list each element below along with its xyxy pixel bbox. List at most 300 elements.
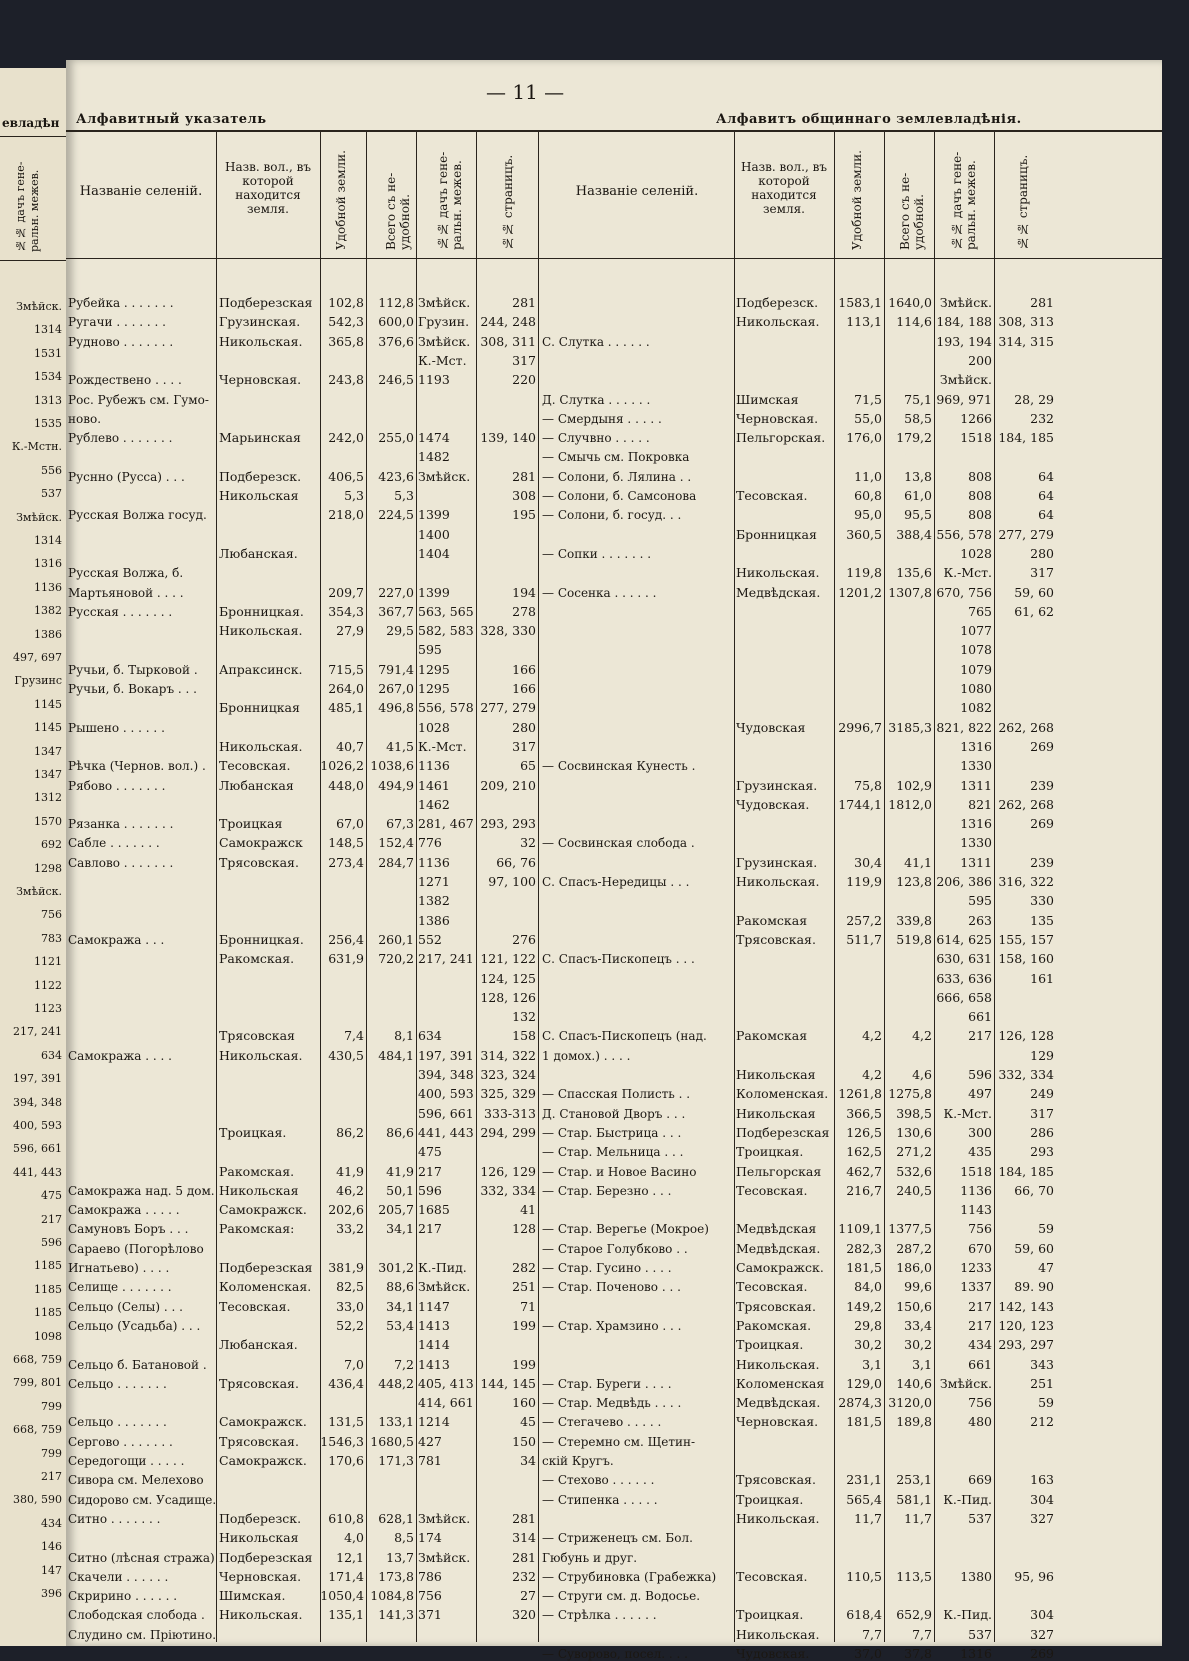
left-cell: 8,1 — [394, 1028, 414, 1044]
left-cell: 13,7 — [386, 1549, 414, 1565]
left-cell: 112,8 — [378, 295, 414, 310]
left-cell: Савлово . . . . . . . — [68, 855, 174, 870]
left-cell: 148,5 — [328, 835, 364, 851]
right-cell: 120, 123 — [998, 1317, 1054, 1333]
left-cell: 786 — [418, 1568, 442, 1584]
colhead-vsego-right: Всего съ не-удобной. — [898, 172, 926, 250]
left-cell: 448,2 — [378, 1375, 414, 1391]
right-cell: 661 — [968, 1356, 992, 1372]
right-cell: 1518 — [960, 430, 992, 446]
right-cell: 206, 386 — [936, 874, 992, 889]
right-cell: 652,9 — [896, 1607, 932, 1623]
right-cell: 4,6 — [912, 1067, 932, 1082]
right-cell: 480 — [968, 1414, 992, 1430]
right-cell: 239 — [1030, 854, 1054, 870]
right-cell: 434 — [968, 1337, 992, 1353]
colhead-dach: №№ дачъ гене-ральн. межев. — [436, 151, 464, 250]
left-cell: 1482 — [418, 449, 450, 465]
right-cell: 537 — [968, 1626, 992, 1642]
left-cell: 7,2 — [394, 1356, 414, 1372]
left-cell: 281 — [512, 468, 536, 484]
right-cell: — Стипенка . . . . . — [542, 1492, 658, 1507]
left-cell: 496,8 — [378, 700, 414, 716]
right-cell: Д. Становой Дворъ . . . — [542, 1106, 686, 1121]
right-cell: Никольская. — [736, 565, 820, 581]
right-cell: 1583,1 — [838, 295, 882, 310]
right-cell: 293, 297 — [998, 1337, 1054, 1353]
right-cell: 189,8 — [896, 1414, 932, 1430]
right-cell: Трясовская. — [736, 1472, 816, 1488]
right-cell: Подберезск. — [736, 295, 819, 310]
right-cell: 435 — [968, 1144, 992, 1160]
left-cell: 596, 661 — [418, 1105, 474, 1121]
right-cell: 1082 — [960, 700, 992, 716]
left-cell: 301,2 — [378, 1260, 414, 1275]
left-cell: 126, 129 — [480, 1163, 536, 1179]
left-cell: 141,3 — [378, 1607, 414, 1623]
left-page-value: 692 — [41, 838, 62, 852]
right-cell: 251 — [1030, 1375, 1054, 1391]
page — [66, 60, 1162, 1661]
left-page-value: 1570 — [34, 814, 62, 828]
right-cell: 317 — [1030, 1105, 1054, 1121]
right-cell: Ракомская. — [736, 1317, 812, 1333]
left-cell: Ситно (лѣсная стража) — [68, 1550, 215, 1565]
left-cell: 441, 443 — [418, 1124, 474, 1140]
right-cell: 161 — [1030, 970, 1054, 986]
right-cell: Змѣйск. — [939, 1375, 992, 1391]
right-cell: — Струбиновка (Грабежка) — [542, 1569, 717, 1584]
right-cell: — Сосенка . . . . . . — [542, 585, 657, 600]
right-cell: С. Спасъ-Нередицы . . . — [542, 875, 690, 889]
left-cell: 365,8 — [328, 333, 364, 349]
right-cell: 3,1 — [912, 1356, 932, 1372]
left-cell: Черновская. — [219, 372, 302, 388]
left-cell: Сабле . . . . . . . — [68, 836, 160, 851]
left-cell: 71 — [520, 1298, 536, 1314]
right-cell: 253,1 — [896, 1472, 932, 1488]
left-cell: 280 — [512, 719, 536, 735]
left-cell: 65 — [520, 758, 536, 774]
right-cell: 308, 313 — [998, 314, 1054, 330]
left-cell: Тесовская. — [219, 1298, 291, 1314]
col-divider — [734, 132, 735, 1642]
right-cell: 360,5 — [846, 526, 882, 542]
right-cell: 149,2 — [846, 1298, 882, 1314]
right-cell: 59 — [1038, 1221, 1054, 1237]
right-cell: 2996,7 — [838, 719, 882, 735]
right-cell: 1812,0 — [888, 796, 932, 812]
left-cell: 171,4 — [328, 1568, 364, 1584]
right-cell: 47 — [1038, 1260, 1054, 1275]
colhead-volost: Назв. вол., въ которой находится земля. — [225, 160, 311, 216]
colhead-udob-right: Удобной земли. — [850, 150, 864, 250]
left-cell: 166 — [512, 661, 536, 677]
left-cell: 314, 322 — [480, 1047, 536, 1063]
left-cell: 484,1 — [378, 1047, 414, 1063]
right-cell: 11,7 — [854, 1510, 882, 1526]
right-cell: — Солони, б. госуд. . . — [542, 508, 682, 523]
left-cell: Никольская — [219, 1530, 299, 1546]
left-cell: 281 — [512, 1549, 536, 1565]
right-cell: 119,8 — [846, 565, 882, 581]
left-cell: 199 — [512, 1317, 536, 1333]
left-cell: Сельцо . . . . . . . — [68, 1415, 167, 1430]
left-cell: 1026,2 — [320, 758, 364, 774]
left-cell: 158 — [512, 1028, 536, 1044]
left-cell: 1413 — [418, 1356, 450, 1372]
left-cell: 776 — [418, 835, 442, 851]
right-cell: 756 — [968, 1221, 992, 1237]
right-cell: Чудовская. — [736, 1646, 810, 1661]
left-cell: 4,0 — [344, 1530, 364, 1546]
right-cell: 327 — [1030, 1510, 1054, 1526]
left-cell: 217 — [418, 1163, 442, 1179]
left-cell: 282 — [512, 1260, 536, 1275]
left-cell: 166 — [512, 681, 536, 696]
left-page-value: 1185 — [34, 1306, 62, 1320]
left-cell: 5,3 — [394, 488, 414, 503]
right-cell: — Смычь см. Покровка — [542, 450, 690, 465]
left-page-value: К.-Мстн. — [11, 440, 62, 454]
right-cell: Шимская — [736, 391, 799, 407]
left-page-value: 668, 759 — [13, 1353, 62, 1366]
left-cell: 1414 — [418, 1337, 450, 1353]
right-cell: Черновская. — [736, 1414, 819, 1430]
left-cell: Любанская. — [219, 1337, 298, 1353]
right-cell: 84,0 — [854, 1279, 882, 1295]
right-cell: 95, 96 — [1014, 1568, 1054, 1584]
left-cell: 224,5 — [378, 507, 414, 523]
left-cell: 436,4 — [328, 1375, 364, 1391]
left-cell: Самокража . . . . . — [68, 1203, 180, 1218]
right-cell: К.-Пид. — [943, 1491, 992, 1507]
right-cell: 1143 — [960, 1202, 992, 1218]
right-cell: 596 — [968, 1067, 992, 1082]
left-cell: 205,7 — [378, 1202, 414, 1218]
left-cell: 195 — [512, 507, 536, 523]
left-cell: Ракомская. — [219, 951, 295, 967]
left-cell: 40,7 — [336, 738, 364, 754]
left-cell: 1028 — [418, 719, 450, 735]
page-number: — 11 — — [486, 80, 565, 104]
left-cell: Ситно . . . . . . . — [68, 1511, 161, 1526]
left-page-value: 799, 801 — [13, 1376, 62, 1390]
right-cell: 1 домох.) . . . . — [542, 1048, 631, 1063]
left-cell: Тесовская. — [219, 758, 291, 774]
right-cell: 102,9 — [896, 777, 932, 793]
left-cell: Сельцо (Селы) . . . — [68, 1299, 183, 1314]
right-cell: 556, 578 — [936, 526, 992, 542]
left-page-value: 634 — [41, 1048, 62, 1062]
right-cell: 630, 631 — [936, 951, 992, 967]
right-cell: 618,4 — [846, 1607, 882, 1623]
right-cell: — Стар. Поченово . . . — [542, 1280, 681, 1295]
left-cell: 52,2 — [336, 1317, 364, 1333]
left-cell: 1399 — [418, 507, 450, 523]
left-cell: 260,1 — [378, 931, 414, 947]
left-page-value: 434 — [41, 1516, 62, 1530]
left-cell: 552 — [418, 931, 442, 947]
left-cell: 563, 565 — [418, 603, 474, 619]
right-cell: 537 — [968, 1510, 992, 1526]
left-cell: Никольская. — [219, 333, 303, 349]
right-cell: — Стар. Буреги . . . . — [542, 1376, 672, 1391]
left-cell: 720,2 — [378, 951, 414, 967]
right-cell: 59 — [1038, 1395, 1054, 1411]
right-cell: Черновская. — [736, 410, 819, 426]
right-cell: 366,5 — [846, 1105, 882, 1121]
left-cell: К.-Пид. — [418, 1260, 467, 1275]
left-cell: 67,3 — [386, 816, 414, 832]
left-cell: 217 — [418, 1221, 442, 1237]
left-page-value: 147 — [41, 1563, 62, 1577]
left-cell: 244, 248 — [480, 314, 536, 330]
left-cell: 217, 241 — [418, 951, 474, 967]
right-cell: 184, 185 — [998, 1163, 1054, 1179]
left-cell: Рябово . . . . . . . — [68, 778, 166, 793]
left-cell: 170,6 — [328, 1453, 364, 1468]
right-cell: Ракомская — [736, 1028, 808, 1044]
left-cell: 264,0 — [328, 681, 364, 696]
right-cell: 135 — [1030, 912, 1054, 928]
right-cell: 1077 — [960, 623, 992, 639]
right-cell: Пельгорская — [736, 1163, 822, 1179]
colhead-udob: Удобной земли. — [334, 150, 348, 250]
left-page-header: евладѣн — [2, 116, 60, 130]
right-cell: 59, 60 — [1014, 584, 1054, 600]
right-cell: 1316 — [960, 816, 992, 832]
left-cell: 556, 578 — [418, 700, 474, 716]
left-page-value: 783 — [41, 931, 62, 945]
left-cell: 218,0 — [328, 507, 364, 523]
left-cell: Никольская — [219, 1182, 299, 1198]
left-cell: Трясовская — [219, 1028, 295, 1044]
right-cell: 240,5 — [896, 1182, 932, 1198]
right-cell: Никольская. — [736, 874, 820, 889]
right-cell: — Случвно . . . . . — [542, 431, 650, 446]
right-cell: 1316 — [960, 738, 992, 754]
left-page-value: 217 — [41, 1470, 62, 1483]
right-cell: — Сопки . . . . . . . — [542, 546, 652, 561]
left-page-value: Змѣйск. — [16, 885, 62, 898]
left-cell: 88,6 — [386, 1279, 414, 1295]
right-cell: — Стар. Верегье (Мокрое) — [542, 1222, 709, 1237]
right-cell: 277, 279 — [998, 526, 1054, 542]
left-cell: 1680,5 — [370, 1433, 414, 1449]
left-cell: Рѣчка (Чернов. вол.) . — [68, 759, 206, 774]
left-cell: 273,4 — [328, 854, 364, 870]
right-cell: 55,0 — [854, 410, 882, 426]
left-cell: Русская Волжа, б. — [68, 566, 184, 581]
left-cell: Сивора см. Мелехово — [68, 1473, 204, 1488]
colhead-volost-right: Назв. вол., въ которой находится земля. — [741, 160, 827, 216]
right-cell: 565,4 — [846, 1491, 882, 1507]
left-page-value: 1386 — [34, 627, 62, 641]
left-cell: Русская Волжа госуд. — [68, 508, 207, 523]
left-cell: 133,1 — [378, 1414, 414, 1430]
left-cell: 314 — [512, 1530, 536, 1546]
right-cell: 119,9 — [846, 874, 882, 889]
right-cell: Троицкая. — [736, 1607, 804, 1623]
right-cell: — Стехово . . . . . . — [542, 1473, 655, 1488]
right-cell: Медвѣдская. — [736, 1395, 821, 1411]
left-page-value: 1122 — [34, 978, 62, 992]
left-cell: Троицкая — [219, 816, 283, 832]
right-cell: 184, 188 — [936, 314, 992, 330]
left-cell: 277, 279 — [480, 700, 536, 716]
right-cell: Чудовская. — [736, 796, 810, 812]
left-cell: 634 — [418, 1028, 442, 1044]
left-page-value: 1185 — [34, 1282, 62, 1296]
left-cell: Змѣйск. — [418, 468, 471, 484]
left-cell: 150 — [512, 1433, 536, 1449]
left-cell: 131,5 — [328, 1414, 364, 1430]
right-cell: 581,1 — [896, 1491, 932, 1507]
left-cell: Никольская. — [219, 738, 303, 754]
right-cell: 271,2 — [896, 1144, 932, 1160]
left-cell: 485,1 — [328, 700, 364, 716]
left-cell: 132 — [512, 1009, 536, 1025]
right-cell: 1080 — [960, 681, 992, 696]
left-cell: 1461 — [418, 777, 450, 793]
left-cell: Рязанка . . . . . . . — [68, 817, 174, 832]
right-cell: 61,0 — [904, 488, 932, 503]
left-page-value: 799 — [41, 1446, 62, 1460]
left-cell: Трясовская. — [219, 1375, 299, 1391]
right-cell: 95,5 — [904, 507, 932, 523]
right-cell: 75,1 — [904, 391, 932, 407]
right-cell: С. Спасъ-Пископецъ . . . — [542, 952, 695, 967]
left-cell: 124, 125 — [480, 970, 536, 986]
right-cell: Тесовская. — [736, 1182, 808, 1198]
colhead-name: Названіе селеній. — [79, 184, 203, 199]
right-cell: Медвѣдская. — [736, 1240, 821, 1256]
right-cell: Гюбунь и друг. — [542, 1550, 638, 1565]
left-page-value: 400, 593 — [13, 1119, 62, 1132]
left-cell: 160 — [512, 1395, 536, 1411]
left-cell: Любанская — [219, 777, 294, 793]
right-cell: 1275,8 — [888, 1086, 932, 1102]
right-cell: Медвѣдская — [736, 1221, 817, 1237]
right-cell: 287,2 — [896, 1240, 932, 1256]
right-cell: 28, 29 — [1014, 391, 1054, 407]
right-cell: 110,5 — [846, 1568, 882, 1584]
left-cell: К.-Мст. — [418, 352, 467, 368]
right-cell: 58,5 — [904, 410, 932, 426]
header-right: Алфавитъ общиннаго землевладѣнія. — [716, 112, 1022, 127]
left-cell: 86,6 — [386, 1124, 414, 1140]
right-cell: Медвѣдская. — [736, 584, 821, 600]
left-cell: 1685 — [418, 1202, 450, 1218]
left-cell: 308 — [512, 488, 536, 503]
right-cell: 1078 — [960, 642, 992, 658]
colhead-vsego: Всего съ не-удобной. — [384, 172, 412, 250]
right-cell: 217 — [968, 1028, 992, 1044]
left-cell: 53,4 — [386, 1317, 414, 1333]
left-cell: Змѣйск. — [418, 295, 471, 310]
left-page-value: 1185 — [34, 1259, 62, 1273]
right-cell: 257,2 — [846, 912, 882, 928]
right-cell: 1028 — [960, 545, 992, 561]
right-cell: 99,6 — [904, 1279, 932, 1295]
left-cell: 1399 — [418, 584, 450, 600]
left-page-value: Грузинс — [14, 674, 62, 688]
left-cell: 628,1 — [378, 1510, 414, 1526]
left-cell: 86,2 — [336, 1124, 364, 1140]
right-cell: 666, 658 — [936, 989, 992, 1005]
right-cell: — Солони, б. Самсонова — [542, 489, 697, 503]
left-cell: 202,6 — [328, 1202, 364, 1218]
left-cell: 371 — [418, 1607, 442, 1623]
right-cell: 1518 — [960, 1163, 992, 1179]
left-page-value: 217, 241 — [13, 1025, 62, 1039]
left-cell: 171,3 — [378, 1453, 414, 1468]
right-cell: 162,5 — [846, 1144, 882, 1160]
left-cell: 328, 330 — [480, 623, 536, 639]
left-page-value: 596, 661 — [13, 1142, 62, 1156]
left-cell: 294, 299 — [480, 1124, 536, 1140]
left-cell: Самокража . . . — [68, 932, 165, 947]
left-cell: 33,2 — [336, 1221, 364, 1237]
right-cell: 1266 — [960, 410, 992, 426]
left-cell: Середогощи . . . . . — [68, 1454, 185, 1468]
right-cell: 181,5 — [846, 1414, 882, 1430]
right-cell: 239 — [1030, 777, 1054, 793]
right-cell: 37,8 — [904, 1646, 932, 1661]
left-cell: 715,5 — [328, 661, 364, 677]
left-page-rule — [0, 136, 66, 137]
right-cell: Трясовская. — [736, 1298, 816, 1314]
right-cell: 193, 194 — [936, 333, 992, 349]
colhead-page-right: №№ страницъ. — [1016, 154, 1030, 250]
right-cell: — Спасская Полисть . . — [542, 1087, 691, 1102]
left-cell: 152,4 — [378, 835, 414, 851]
right-cell: 13,8 — [904, 468, 932, 484]
left-cell: 781 — [418, 1453, 442, 1468]
colhead-dach-right: №№ дачъ гене-ральн. межев. — [950, 151, 978, 250]
left-cell: Рудново . . . . . . . — [68, 334, 174, 349]
left-cell: Рублево . . . . . . . — [68, 431, 173, 446]
left-cell: Сельцо б. Батановой . — [68, 1357, 207, 1372]
right-cell: 3185,3 — [888, 719, 932, 735]
right-cell: — Солони, б. Лялина . . — [542, 469, 692, 484]
right-cell: 282,3 — [846, 1240, 882, 1256]
left-page-value: Змѣйск. — [16, 300, 62, 313]
right-cell: 11,0 — [854, 468, 882, 484]
left-cell: 1214 — [418, 1414, 450, 1430]
left-cell: 209, 210 — [480, 777, 536, 793]
left-cell: Черновская. — [219, 1568, 302, 1584]
right-cell: 129 — [1030, 1047, 1054, 1063]
right-cell: 1640,0 — [888, 295, 932, 310]
left-cell: 367,7 — [378, 603, 414, 619]
left-cell: Трясовская. — [219, 854, 299, 870]
left-cell: 34 — [520, 1453, 536, 1468]
right-cell: С. Спасъ-Пископецъ (над. — [542, 1029, 707, 1044]
left-cell: 293, 293 — [480, 816, 536, 832]
left-cell: Сельцо . . . . . . . — [68, 1376, 167, 1391]
right-cell: 64 — [1038, 488, 1054, 503]
right-cell: Никольская — [736, 1105, 816, 1121]
right-cell: 130,6 — [896, 1124, 932, 1140]
right-cell: 113,1 — [846, 314, 882, 330]
left-cell: 596 — [418, 1182, 442, 1198]
right-cell: 339,8 — [896, 912, 932, 928]
right-cell: — Стрѣлка . . . . . . — [542, 1608, 657, 1623]
left-page-value: 394, 348 — [13, 1095, 62, 1109]
left-page-col-head: №№ дачъ гене-ральн. межев. — [14, 161, 41, 252]
